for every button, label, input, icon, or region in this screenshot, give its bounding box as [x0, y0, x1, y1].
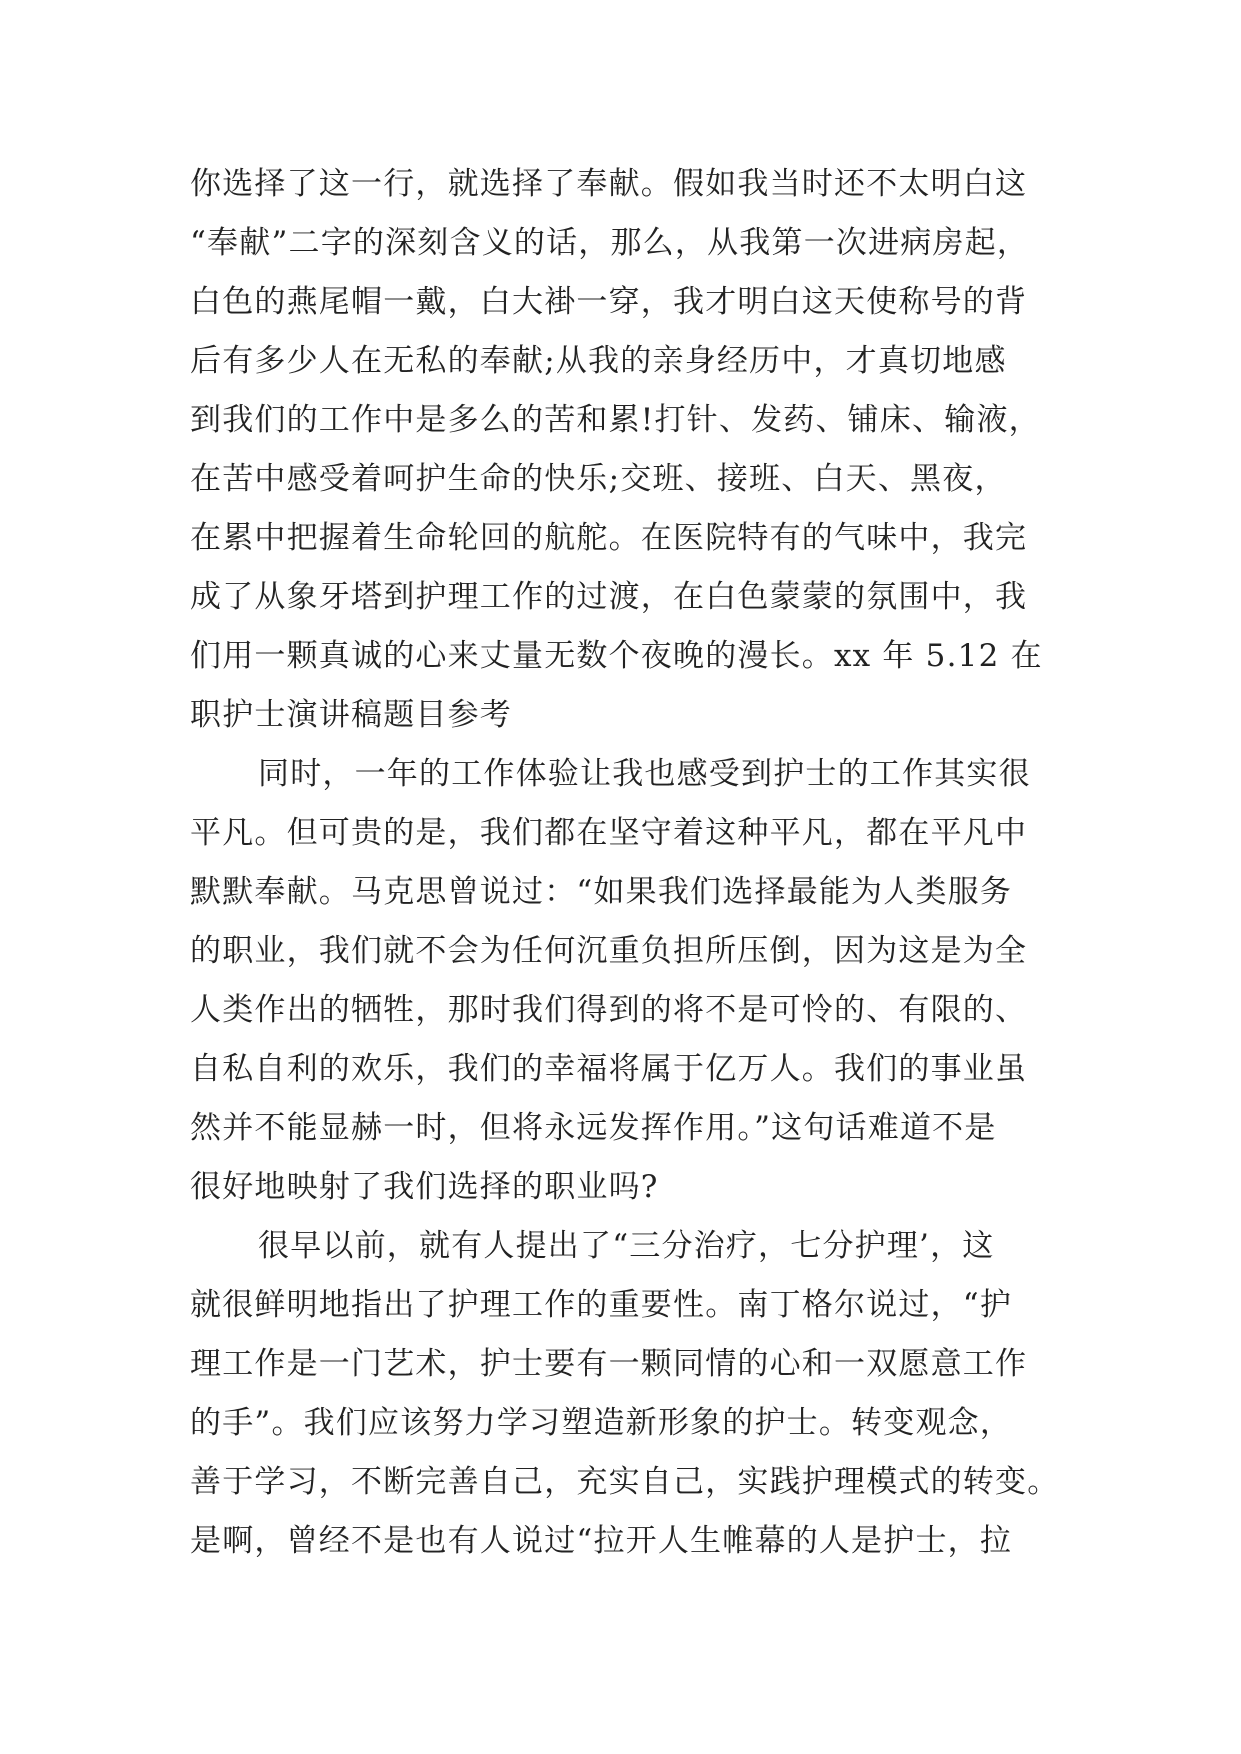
text-line: 到我们的工作中是多么的苦和累!打针、发药、铺床、输液， [190, 402, 1041, 438]
paragraph-start-line: 同时，一年的工作体验让我也感受到护士的工作其实很 [258, 756, 1031, 792]
text-line: 很好地映射了我们选择的职业吗? [190, 1169, 659, 1205]
text-line: 然并不能显赫一时，但将永远发挥作用。”这句话难道不是 [190, 1110, 997, 1146]
text-line: 人类作出的牺牲，那时我们得到的将不是可怜的、有限的、 [190, 992, 1028, 1028]
text-line: 们用一颗真诚的心来丈量无数个夜晚的漫长。xx 年 5.12 在 [190, 638, 1043, 674]
text-line: 白色的燕尾帽一戴，白大褂一穿，我才明白这天使称号的背 [190, 284, 1028, 320]
text-line: 在苦中感受着呵护生命的快乐;交班、接班、白天、黑夜， [190, 461, 1007, 497]
text-line: 成了从象牙塔到护理工作的过渡，在白色蒙蒙的氛围中，我 [190, 579, 1028, 615]
text-line: 平凡。但可贵的是，我们都在坚守着这种平凡，都在平凡中 [190, 815, 1028, 851]
text-line: 默默奉献。马克思曾说过：“如果我们选择最能为人类服务 [190, 874, 1013, 910]
text-line: 就很鲜明地指出了护理工作的重要性。南丁格尔说过，“护 [190, 1287, 1013, 1323]
text-line: 在累中把握着生命轮回的航舵。在医院特有的气味中，我完 [190, 520, 1028, 556]
text-line: 后有多少人在无私的奉献;从我的亲身经历中，才真切地感 [190, 343, 1007, 379]
text-line: 善于学习，不断完善自己，充实自己，实践护理模式的转变。 [190, 1464, 1060, 1500]
document-body [190, 155, 1060, 1571]
text-line: 的手”。我们应该努力学习塑造新形象的护士。转变观念， [190, 1405, 1013, 1441]
text-line: 理工作是一门艺术，护士要有一颗同情的心和一双愿意工作 [190, 1346, 1028, 1382]
text-line: 的职业，我们就不会为任何沉重负担所压倒，因为这是为全 [190, 933, 1028, 969]
paragraph-start-line: 很早以前，就有人提出了“三分治疗，七分护理’，这 [258, 1228, 995, 1264]
text-line: 是啊，曾经不是也有人说过“拉开人生帷幕的人是护士，拉 [190, 1523, 1013, 1559]
text-line: 自私自利的欢乐，我们的幸福将属于亿万人。我们的事业虽 [190, 1051, 1028, 1087]
text-line: “奉献”二字的深刻含义的话，那么，从我第一次进病房起， [190, 225, 1030, 261]
text-line: 你选择了这一行，就选择了奉献。假如我当时还不太明白这 [190, 166, 1028, 202]
text-line: 职护士演讲稿题目参考 [190, 697, 512, 733]
